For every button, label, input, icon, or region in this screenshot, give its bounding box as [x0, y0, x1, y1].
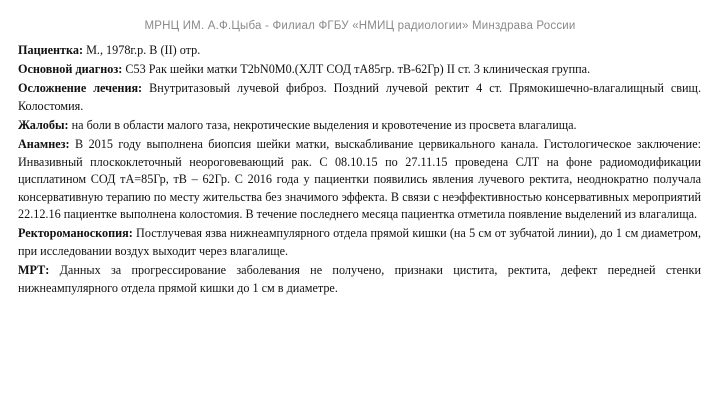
diagnosis-label: Основной диагноз: — [18, 62, 123, 77]
complaints-text: на боли в области малого таза, некротические выделения и кровотечение из просвета влагалища. — [68, 117, 577, 132]
mri-text: Данных за прогрессирование заболевания не получено, признаки цистита, ректита, дефект передней стенки нижнеампулярного отдела прямой кишки до 1 см в диаметре. — [18, 263, 701, 295]
anamnesis-label: Анамнез: — [18, 136, 70, 151]
complaints-label: Жалобы: — [18, 117, 69, 132]
mri-paragraph — [18, 262, 701, 297]
complaints-paragraph — [18, 117, 701, 135]
complication-text: Внутритазовый лучевой фиброз. Поздний лучевой ректит 4 ст. Прямокишечно-влагалищный свищ. Колостомия. — [18, 81, 701, 113]
case-description — [18, 42, 701, 299]
anamnesis-paragraph — [18, 136, 701, 224]
diagnosis-text: С53 Рак шейки матки T2bN0M0.(ХЛТ СОД тА85гр. тВ-62Гр) II ст. 3 клиническая группа. — [122, 62, 591, 77]
patient-text: М., 1978г.р. В (II) отр. — [83, 43, 201, 57]
rectoscopy-paragraph — [18, 225, 701, 260]
complication-label: Осложнение лечения: — [18, 81, 143, 96]
patient-label: Пациентка: — [18, 43, 84, 57]
diagnosis-paragraph — [18, 61, 701, 79]
rectoscopy-label: Ректороманоскопия: — [18, 226, 133, 241]
complication-paragraph — [18, 80, 701, 115]
institution-header: МРНЦ ИМ. А.Ф.Цыба - Филиал ФГБУ «НМИЦ радиологии» Минздрава России — [144, 20, 576, 32]
anamnesis-text: В 2015 году выполнена биопсия шейки матки, выскабливание цервикального канала. Гистологическое заключение: Инвазивный плоскоклеточный неороговевающий рак. С 08.10.15 по 27.11.15 проведена СЛТ на фоне радиомодификации цисплатином СОД тА=85Гр, тВ – 62Гр. С 2016 года у пациентки появились явления лучевого ректита, неоднократно получала консервативную терапию по месту жительства без значимого эффекта. В связи с неэффективностью консервативных мероприятий 22.12.16 пациентке выполнена колостомия. В течение последнего месяца пациентка отметила появление выделений из влагалища. — [18, 136, 701, 222]
rectoscopy-text: Постлучевая язва нижнеампулярного отдела прямой кишки (на 5 см от зубчатой линии), до 1 см диаметром, при исследовании воздух выходит через влагалище. — [18, 226, 701, 259]
patient-paragraph — [18, 42, 701, 60]
mri-label: МРТ: — [18, 263, 50, 278]
